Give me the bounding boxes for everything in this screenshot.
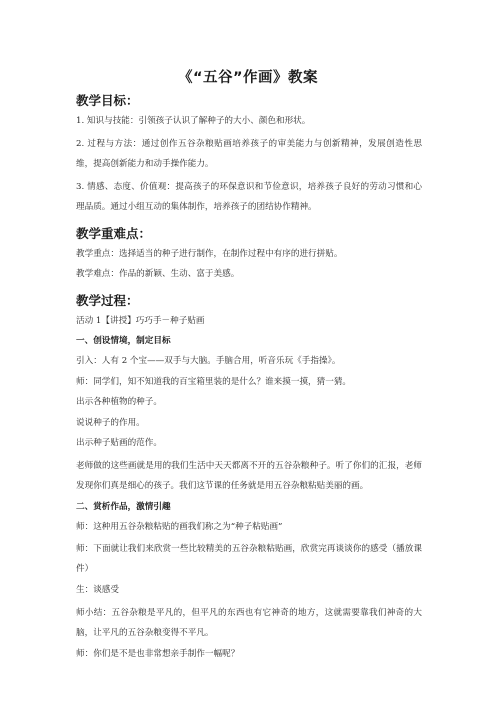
keypoints-heading: 教学重难点： bbox=[76, 225, 152, 241]
paragraph: 出示种子贴画的范作。 bbox=[76, 438, 162, 448]
paragraph: 引入：人有 2 个宝——双手与大脑。手脑合用，听音乐玩《手指操》。 bbox=[76, 356, 341, 366]
goal-item: 1. 知识与技能：引领孩子认识了解种子的大小、颜色和形状。 bbox=[76, 116, 311, 126]
keypoint-item: 教学难点：作品的新颖、生动、富于美感。 bbox=[76, 269, 240, 279]
page-title: 《“五谷”作画》教案 bbox=[177, 70, 319, 86]
paragraph: 师：同学们，知不知道我的百宝箱里装的是什么？谁来摸一摸，猜一猜。 bbox=[76, 376, 352, 387]
activity-title: 活动 1【讲授】巧巧手－种子贴画 bbox=[76, 315, 205, 326]
document-body bbox=[76, 92, 422, 663]
paragraph: 师：这种用五谷杂粮粘贴的画我们称之为“种子粘贴画” bbox=[76, 521, 283, 532]
paragraph: 师：你们是不是也非常想亲手制作一幅呢？ bbox=[76, 648, 240, 659]
goals-heading: 教学目标： bbox=[76, 93, 139, 108]
keypoint-item: 教学重点：选择适当的种子进行制作，在制作过程中有序的进行拼贴。 bbox=[76, 248, 343, 259]
goal-item: 2. 过程与方法：通过创作五谷杂粮贴画培养孩子的审美能力与创新精神，发展创造性思维，提高创新能力和动手操作能力。 bbox=[76, 138, 422, 169]
goal-item: 3. 情感、态度、价值观：提高孩子的环保意识和节俭意识，培养孩子良好的劳动习惯和心理品质。通过小组互动的集体制作，培养孩子的团结协作精神。 bbox=[76, 181, 422, 212]
paragraph: 说说种子的作用。 bbox=[76, 417, 145, 428]
section-heading: 二、赏析作品，激情引趣 bbox=[76, 501, 171, 512]
paragraph: 生：谈感受 bbox=[76, 585, 119, 595]
section-heading: 一、创设情境，制定目标 bbox=[76, 336, 171, 346]
paragraph: 师小结：五谷杂粮是平凡的，但平凡的东西也有它神奇的地方，这就需要靠我们神奇的大脑，让平凡的五谷杂粮变得不平凡。 bbox=[76, 607, 422, 638]
paragraph: 师：下面就让我们来欣赏一些比较精美的五谷杂粮粘贴画，欣赏完再谈谈你的感受（播放课件） bbox=[76, 544, 422, 574]
process-heading: 教学过程： bbox=[76, 292, 139, 308]
paragraph: 老师做的这些画就是用的我们生活中天天都离不开的五谷杂粮种子。听了你们的汇报，老师发现你们真是细心的孩子。我们这节课的任务就是用五谷杂粮粘贴美丽的画。 bbox=[76, 460, 422, 491]
paragraph: 出示各种植物的种子。 bbox=[76, 397, 162, 407]
